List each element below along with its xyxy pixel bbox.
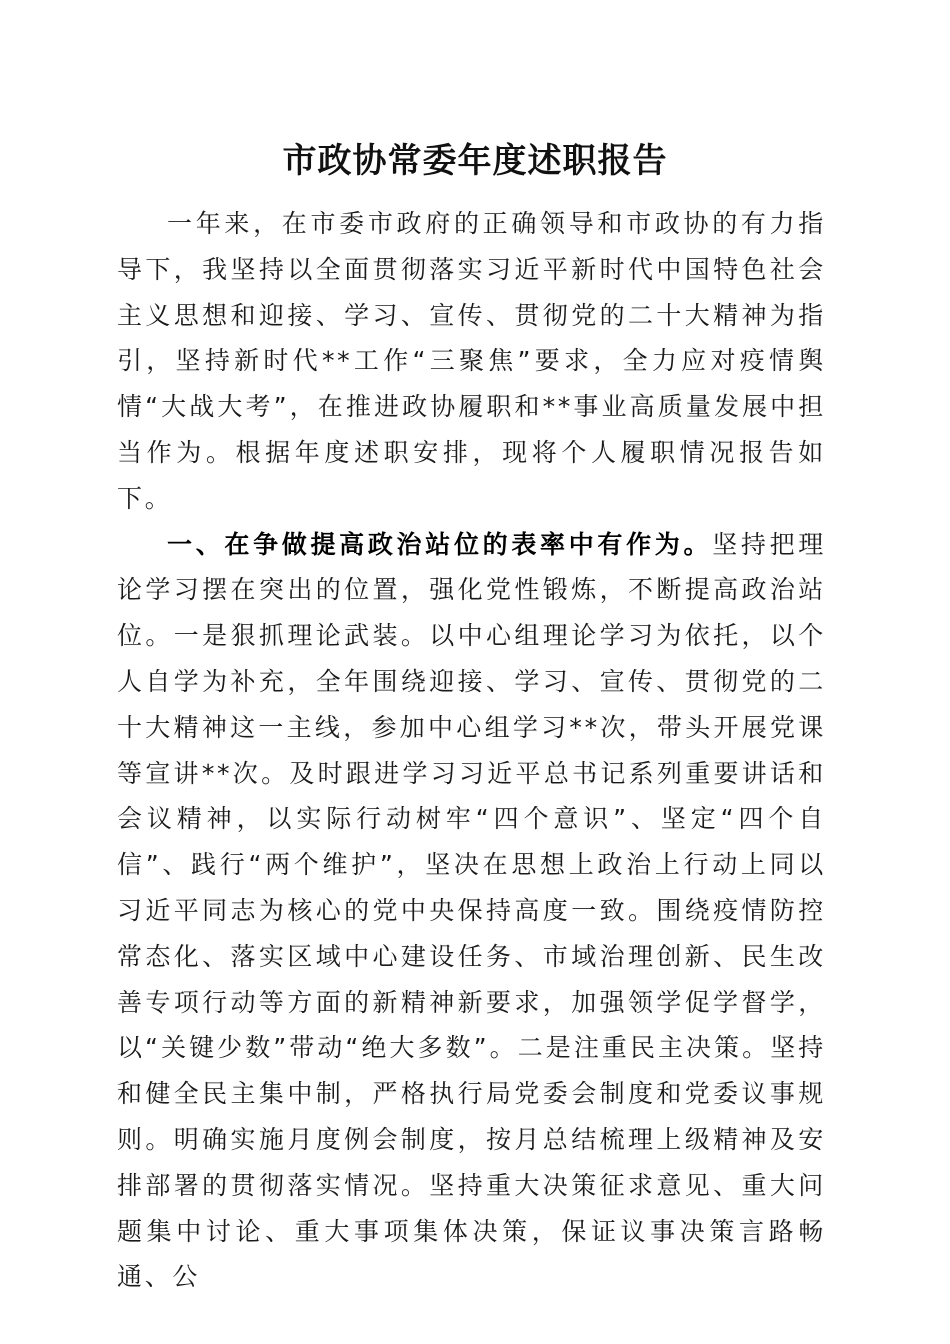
intro-paragraph: 一年来，在市委市政府的正确领导和市政协的有力指导下，我坚持以全面贯彻落实习近平新时代中国特色社会主义思想和迎接、学习、宣传、贯彻党的二十大精神为指引，坚持新时代**工作“三聚焦”要求，全力应对疫情舆情“大战大考”，在推进政协履职和**事业高质量发展中担当作为。根据年度述职安排，现将个人履职情况报告如下。 bbox=[117, 209, 826, 513]
section-1-text: 坚持把理论学习摆在突出的位置，强化党性锻炼，不断提高政治站位。一是狠抓理论武装。以中心组理论学习为依托，以个人自学为补充，全年围绕迎接、学习、宣传、贯彻党的二十大精神这一主线，参加中心组学习**次，带头开展党课等宣讲**次。及时跟进学习习近平总书记系列重要讲话和会议精神，以实际行动树牢“四个意识”、坚定“四个自信”、践行“两个维护”，坚决在思想上政治上行动上同以习近平同志为核心的党中央保持高度一致。围绕疫情防控常态化、落实区域中心建设任务、市域治理创新、民生改善专项行动等方面的新精神新要求，加强领学促学督学，以“关键少数”带动“绝大多数”。二是注重民主决策。坚持和健全民主集中制，严格执行局党委会制度和党委议事规则。明确实施月度例会制度，按月总结梳理上级精神及安排部署的贯彻落实情况。坚持重大决策征求意见、重大问题集中讨论、重大事项集体决策，保证议事决策言路畅通、公 bbox=[117, 529, 826, 1292]
document-body bbox=[117, 201, 826, 1300]
document-title: 市政协常委年度述职报告 bbox=[282, 141, 668, 181]
section-1-heading: 一、在争做提高政治站位的表率中有作为。 bbox=[167, 529, 713, 559]
section-1-paragraph bbox=[117, 522, 826, 1301]
